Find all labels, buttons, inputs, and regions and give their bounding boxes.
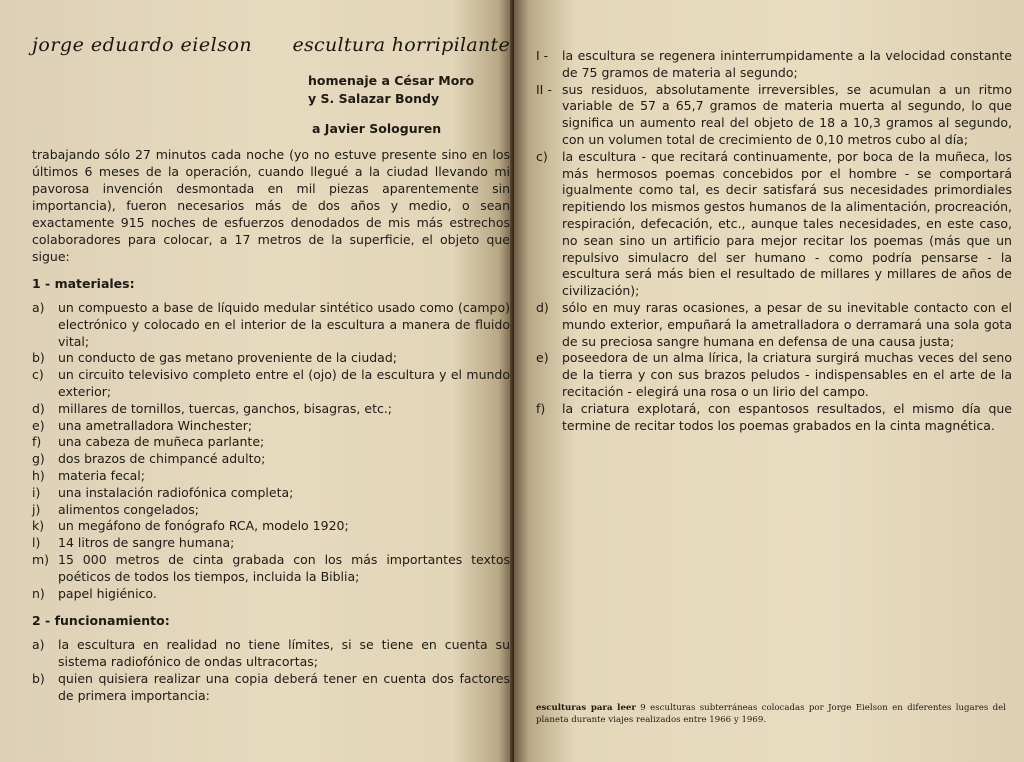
item-text: millares de tornillos, tuercas, ganchos, bisagras, etc.;: [58, 400, 393, 416]
dedication-line: y S. Salazar Bondy: [308, 91, 440, 106]
item-text: un circuito televisivo completo entre el (ojo) de la escultura y el mundo exterior;: [58, 367, 510, 399]
footnote-text: 9 esculturas subterráneas colocadas por Jorge Eielson en diferentes lugares del planeta durante viajes realizados entre 1966 y 1969.: [536, 703, 1006, 725]
footnote-bold: esculturas para leer: [536, 703, 636, 713]
list-item: [32, 535, 510, 552]
section-heading-functioning: 2 - funcionamiento:: [32, 613, 170, 629]
item-letter: h): [32, 467, 45, 483]
item-text: la criatura explotará, con espantosos resultados, el mismo día que termine de recitar todos los poemas grabados en la cinta magnética.: [562, 400, 1012, 433]
item-text: un conducto de gas metano proveniente de la ciudad;: [58, 350, 397, 366]
materials-list: [32, 300, 510, 602]
intro-paragraph: trabajando sólo 27 minutos cada noche (yo no estuve presente sino en los últimos 6 meses de la operación, cuando llegué a la ciudad llevando mi pavorosa invención desmontada en mil piezas aparentemente sin importancia), fueron necesarios más de dos años y medio, o sean exactamente 915 noches de esfuerzos denodados de mis más estrechos colaboradores para colocar, a 17 metros de la superficie, el objeto que sigue:: [32, 147, 510, 264]
item-text: la escultura en realidad no tiene límites, si se tiene en cuenta su sistema radiofónico de ondas ultracortas;: [58, 637, 510, 670]
poem-title: escultura horripilante: [292, 34, 510, 56]
item-letter: b): [32, 670, 45, 686]
list-item: [536, 149, 1012, 300]
author-name: jorge eduardo eielson: [32, 34, 253, 56]
item-letter: j): [32, 501, 41, 517]
list-item: [32, 586, 510, 603]
section-heading-materials: 1 - materiales:: [32, 276, 135, 291]
item-text: un compuesto a base de líquido medular sintético usado como (campo) electrónico y colocado en el interior de la escultura a manera de fluido vital;: [58, 300, 510, 349]
dedication: [308, 72, 510, 108]
item-text: poseedora de un alma lírica, la criatura surgirá muchas veces del seno de la tierra y con sus brazos peludos - indispensables en el arte de la recitación - elegirá una rosa o un lirio del campo.: [562, 350, 1012, 399]
item-letter: a): [32, 637, 45, 653]
list-item: [32, 468, 510, 485]
item-letter: n): [32, 585, 45, 601]
list-item: [32, 552, 510, 586]
list-item: [32, 485, 510, 502]
list-item: [536, 82, 1012, 149]
item-text: 15 000 metros de cinta grabada con los más importantes textos poéticos de todos los tiempos, incluida la Biblia;: [58, 551, 510, 584]
list-item: [32, 637, 510, 671]
item-letter: d): [32, 400, 45, 416]
item-text: sólo en muy raras ocasiones, a pesar de su inevitable contacto con el mundo exterior, empuñará la ametralladora o derramará una sola gota de su preciosa sangre humana en defensa de una causa justa;: [562, 299, 1012, 349]
list-item: [32, 434, 510, 451]
item-letter: k): [32, 518, 45, 534]
dedication-line: homenaje a César Moro: [308, 73, 475, 88]
item-letter: l): [32, 535, 41, 551]
item-text: la escultura se regenera ininterrumpidamente a la velocidad constante de 75 gramos de materia al segundo;: [562, 48, 1012, 80]
item-text: materia fecal;: [58, 467, 145, 483]
item-letter: e): [32, 417, 45, 433]
item-letter: a): [32, 300, 45, 315]
list-item: [32, 502, 510, 519]
item-text: una instalación radiofónica completa;: [58, 484, 294, 500]
item-text: papel higiénico.: [58, 585, 157, 601]
factors-list: [536, 48, 1012, 149]
footnote: [536, 702, 1006, 726]
item-letter: g): [32, 451, 45, 467]
list-item: [32, 401, 510, 418]
list-item: [32, 451, 510, 468]
list-item: [536, 300, 1012, 350]
list-item: [32, 418, 510, 435]
item-text: 14 litros de sangre humana;: [58, 535, 235, 551]
list-item: [32, 671, 510, 705]
item-letter: d): [536, 299, 549, 315]
item-letter: e): [536, 350, 549, 366]
right-page: [514, 0, 1024, 762]
list-item: [536, 350, 1012, 400]
list-item: [32, 350, 510, 367]
item-text: un megáfono de fonógrafo RCA, modelo 1920;: [58, 518, 349, 534]
running-header: [32, 34, 510, 72]
item-letter: c): [32, 367, 44, 383]
item-text: sus residuos, absolutamente irreversibles, se acumulan a un ritmo variable de 57 a 65,7 gramos de materia muerta al segundo, lo que significa un aumento real del objeto de 18 a 10,3 gramos al segundo, con un volumen total de crecimiento de 0,10 metros cubo al día;: [562, 81, 1012, 147]
item-letter: m): [32, 551, 50, 567]
item-text: quien quisiera realizar una copia deberá tener en cuenta dos factores de primera importancia:: [58, 670, 510, 703]
item-letter: f): [32, 434, 42, 450]
item-letter: c): [536, 148, 548, 164]
list-item: [32, 300, 510, 350]
item-text: una cabeza de muñeca parlante;: [58, 434, 265, 450]
item-text: una ametralladora Winchester;: [58, 417, 253, 433]
item-numeral: II -: [536, 81, 552, 97]
list-item: [536, 401, 1012, 435]
item-text: alimentos congelados;: [58, 501, 199, 517]
item-numeral: I -: [536, 48, 549, 63]
item-text: la escultura - que recitará continuamente, por boca de la muñeca, los más hermosos poemas concebidos por el hombre - se comportará igualmente como tal, es decir satisfará sus necesidades primordiales repitiendo los mismos gestos humanos de la alimentación, procreación, respiración, defecación, etc., aunque tales necesidades, en este caso, no sean sino un artificio para mejor recitar los poemas (más que un repulsivo simulacro del ser humano - como podría pensarse - la escultura será más bien el resultado de millares y millares de años de civilización);: [562, 148, 1012, 299]
secondary-dedication: a Javier Sologuren: [312, 121, 442, 136]
item-text: dos brazos de chimpancé adulto;: [58, 451, 266, 467]
item-letter: f): [536, 400, 546, 416]
item-letter: i): [32, 484, 41, 500]
list-item: [536, 48, 1012, 82]
item-letter: b): [32, 350, 45, 366]
functioning-list-continued: [536, 149, 1012, 435]
list-item: [32, 367, 510, 401]
functioning-list: [32, 637, 510, 704]
list-item: [32, 518, 510, 535]
